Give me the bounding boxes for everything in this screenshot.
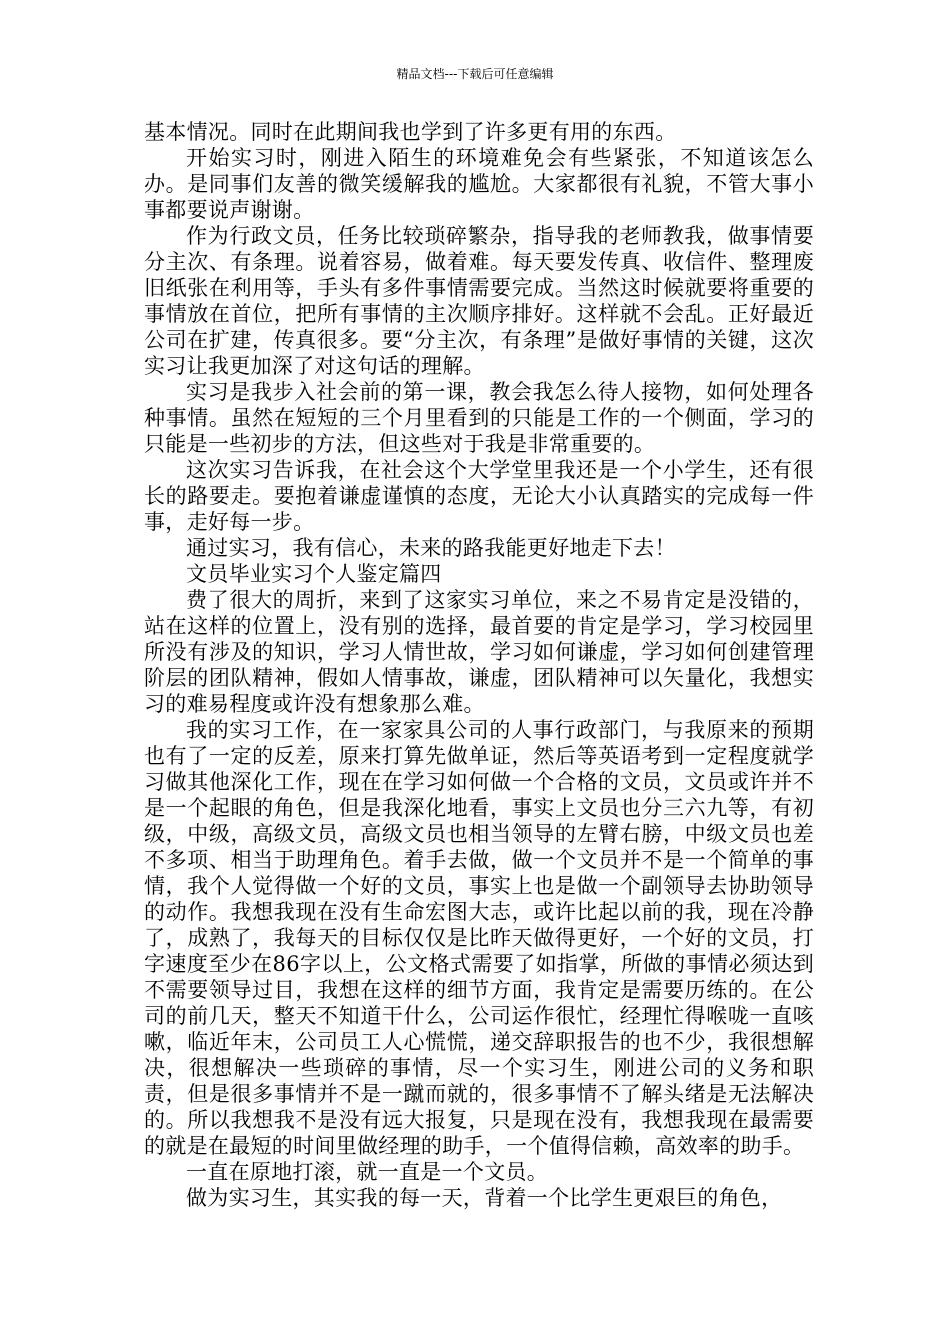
paragraph-8: 我的实习工作，在一家家具公司的人事行政部门，与我原来的预期也有了一定的反差，原来打算先做单证，然后等英语考到一定程度就学习做其他深化工作，现在在学习如何做一个合格的文员，文员或许并不是一个起眼的角色，但是我深化地看，事实上文员也分三六九等，有初级，中级，高级文员，高级文员也相当领导的左臂右膀，中级文员也差不多项、相当于助理角色。着手去做，做一个文员并不是一个简单的事情，我个人觉得做一个好的文员，事实上也是做一个副领导去协助领导的动作。我想我现在没有生命宏图大志，或许比起以前的我，现在冷静了，成熟了，我每天的目标仅仅是比昨天做得更好，一个好的文员，打字速度至少在86字以上，公文格式需要了如指掌，所做的事情必须达到不需要领导过目，我想在这样的细节方面，我肯定是需要历练的。在公司的前几天，整天不知道干什么，公司运作很忙，经理忙得喉咙一直咳嗽，临近年末，公司员工人心慌慌，递交辞职报告的也不少，我很想解决，很想解决一些琐碎的事情，尽一个实习生，刚进公司的义务和职责，但是很多事情并不是一蹴而就的，很多事情不了解头绪是无法解决的。所以我想我不是没有远大报复，只是现在没有，我想我现在最需要的就是在最短的时间里做经理的助手，一个值得信赖，高效率的助手。	[144, 718, 814, 1158]
paragraph-9: 一直在原地打滚，就一直是一个文员。	[186, 1160, 549, 1184]
paragraph-5: 这次实习告诉我，在社会这个大学堂里我还是一个小学生，还有很长的路要走。要抱着谦虚谨慎的态度，无论大小认真踏实的完成每一件事，走好每一步。	[144, 458, 814, 534]
paragraph-6: 通过实习，我有信心，未来的路我能更好地走下去！	[186, 536, 676, 560]
paragraph-3: 作为行政文员，任务比较琐碎繁杂，指导我的老师教我，做事情要分主次、有条理。说着容易，做着难。每天要发传真、收信件、整理废旧纸张在利用等，手头有多件事情需要完成。当然这时候就要将重要的事情放在首位，把所有事情的主次顺序排好。这样就不会乱。正好最近公司在扩建，传真很多。要“分主次，有条理”是做好事情的关键，这次实习让我更加深了对这句话的理解。	[144, 224, 814, 378]
document-body	[144, 119, 814, 1211]
paragraph-2: 开始实习时，刚进入陌生的环境难免会有些紧张，不知道该怎么办。是同事们友善的微笑缓解我的尴尬。大家都很有礼貌，不管大事小事都要说声谢谢。	[144, 146, 814, 222]
paragraph-4: 实习是我步入社会前的第一课，教会我怎么待人接物，如何处理各种事情。虽然在短短的三个月里看到的只能是工作的一个侧面，学习的只能是一些初步的方法，但这些对于我是非常重要的。	[144, 380, 814, 456]
section-heading: 文员毕业实习个人鉴定篇四	[186, 562, 442, 586]
page-header: 精品文档---下载后可任意编辑	[396, 67, 554, 81]
paragraph-1: 基本情况。同时在此期间我也学到了许多更有用的东西。	[144, 120, 677, 144]
paragraph-10: 做为实习生，其实我的每一天，背着一个比学生更艰巨的角色，	[186, 1186, 783, 1210]
paragraph-7: 费了很大的周折，来到了这家实习单位，来之不易肯定是没错的，站在这样的位置上，没有别的选择，最首要的肯定是学习，学习校园里所没有涉及的知识，学习人情世故，学习如何谦虚，学习如何创建管理阶层的团队精神，假如人情事故，谦虚，团队精神可以矢量化，我想实习的难易程度或许没有想象那么难。	[144, 588, 814, 716]
